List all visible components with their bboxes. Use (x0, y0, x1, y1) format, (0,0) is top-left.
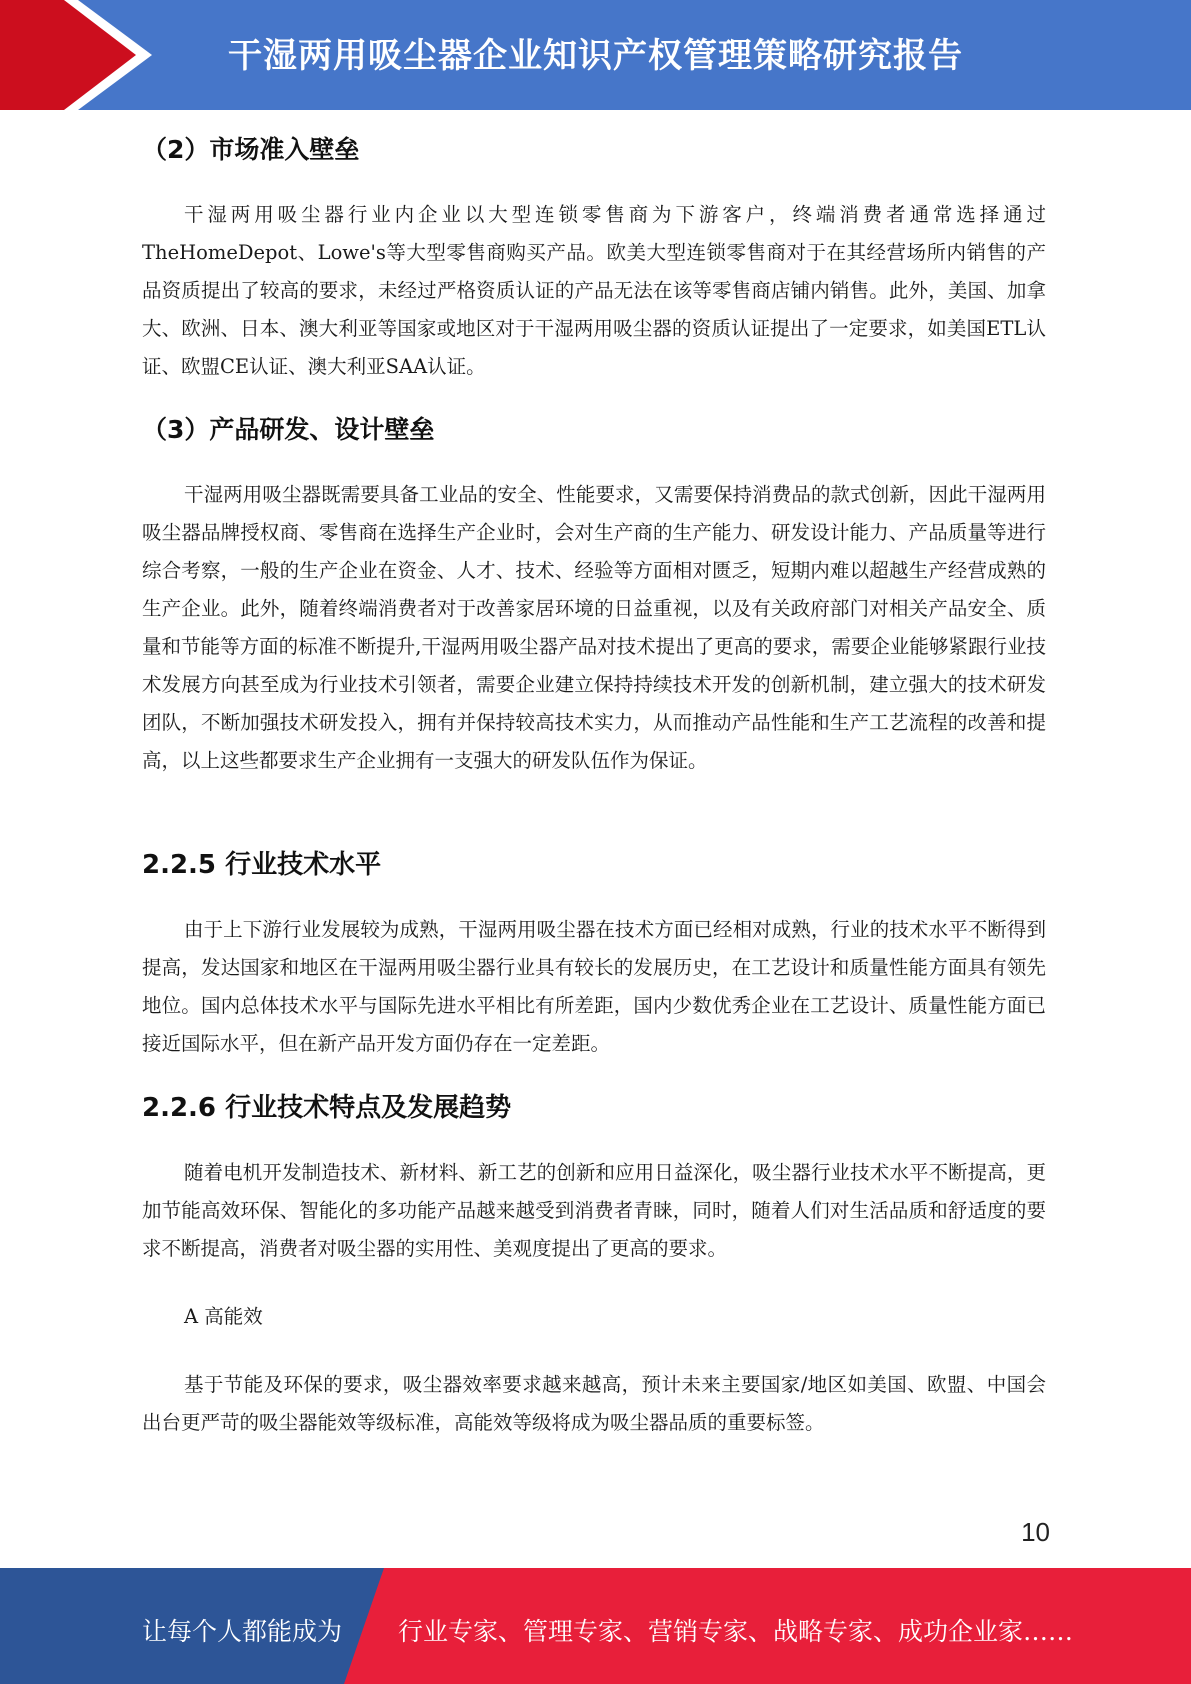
page-footer (0, 1568, 1191, 1684)
subheading-rd-barrier: （3）产品研发、设计壁垒 (142, 415, 435, 444)
paragraph-tech-level: 由于上下游行业发展较为成熟，干湿两用吸尘器在技术方面已经相对成熟，行业的技术水平不断得到提高，发达国家和地区在干湿两用吸尘器行业具有较长的发展历史，在工艺设计和质量性能方面具有领先地位。国内总体技术水平与国际先进水平相比有所差距，国内少数优秀企业在工艺设计、质量性能方面已接近国际水平，但在新产品开发方面仍存在一定差距。 (142, 918, 1046, 1055)
section-heading-2-2-5: 2.2.5 行业技术水平 (142, 850, 382, 880)
report-title: 干湿两用吸尘器企业知识产权管理策略研究报告 (228, 36, 963, 76)
page-header (0, 0, 1191, 110)
item-label-high-efficiency: A 高能效 (184, 1305, 263, 1328)
paragraph-tech-trend: 随着电机开发制造技术、新材料、新工艺的创新和应用日益深化，吸尘器行业技术水平不断提高，更加节能高效环保、智能化的多功能产品越来越受到消费者青睐，同时，随着人们对生活品质和舒适度的要求不断提高，消费者对吸尘器的实用性、美观度提出了更高的要求。 (142, 1161, 1046, 1260)
page-body (142, 120, 1046, 1442)
section-heading-2-2-6: 2.2.6 行业技术特点及发展趋势 (142, 1093, 512, 1123)
page-number: 10 (1021, 1517, 1050, 1547)
subheading-market-barrier: （2）市场准入壁垒 (142, 135, 360, 164)
footer-slogan-left: 让每个人都能成为 (142, 1617, 343, 1646)
paragraph-market-barrier: 干湿两用吸尘器行业内企业以大型连锁零售商为下游客户，终端消费者通常选择通过TheHomeDepot、Lowe's等大型零售商购买产品。欧美大型连锁零售商对于在其经营场所内销售的产品资质提出了较高的要求，未经过严格资质认证的产品无法在该等零售商店铺内销售。此外，美国、加拿大、欧洲、日本、澳大利亚等国家或地区对于干湿两用吸尘器的资质认证提出了一定要求，如美国ETL认证、欧盟CE认证、澳大利亚SAA认证。 (142, 203, 1046, 378)
paragraph-rd-barrier: 干湿两用吸尘器既需要具备工业品的安全、性能要求，又需要保持消费品的款式创新，因此干湿两用吸尘器品牌授权商、零售商在选择生产企业时，会对生产商的生产能力、研发设计能力、产品质量等进行综合考察，一般的生产企业在资金、人才、技术、经验等方面相对匮乏，短期内难以超越生产经营成熟的生产企业。此外，随着终端消费者对于改善家居环境的日益重视，以及有关政府部门对相关产品安全、质量和节能等方面的标准不断提升,干湿两用吸尘器产品对技术提出了更高的要求，需要企业能够紧跟行业技术发展方向甚至成为行业技术引领者，需要企业建立保持持续技术开发的创新机制，建立强大的技术研发团队，不断加强技术研发投入，拥有并保持较高技术实力，从而推动产品性能和生产工艺流程的改善和提高，以上这些都要求生产企业拥有一支强大的研发队伍作为保证。 (142, 483, 1046, 772)
footer-slogan-right: 行业专家、管理专家、营销专家、战略专家、成功企业家…… (398, 1617, 1074, 1646)
paragraph-high-efficiency: 基于节能及环保的要求，吸尘器效率要求越来越高，预计未来主要国家/地区如美国、欧盟、中国会出台更严苛的吸尘器能效等级标准，高能效等级将成为吸尘器品质的重要标签。 (142, 1373, 1046, 1434)
